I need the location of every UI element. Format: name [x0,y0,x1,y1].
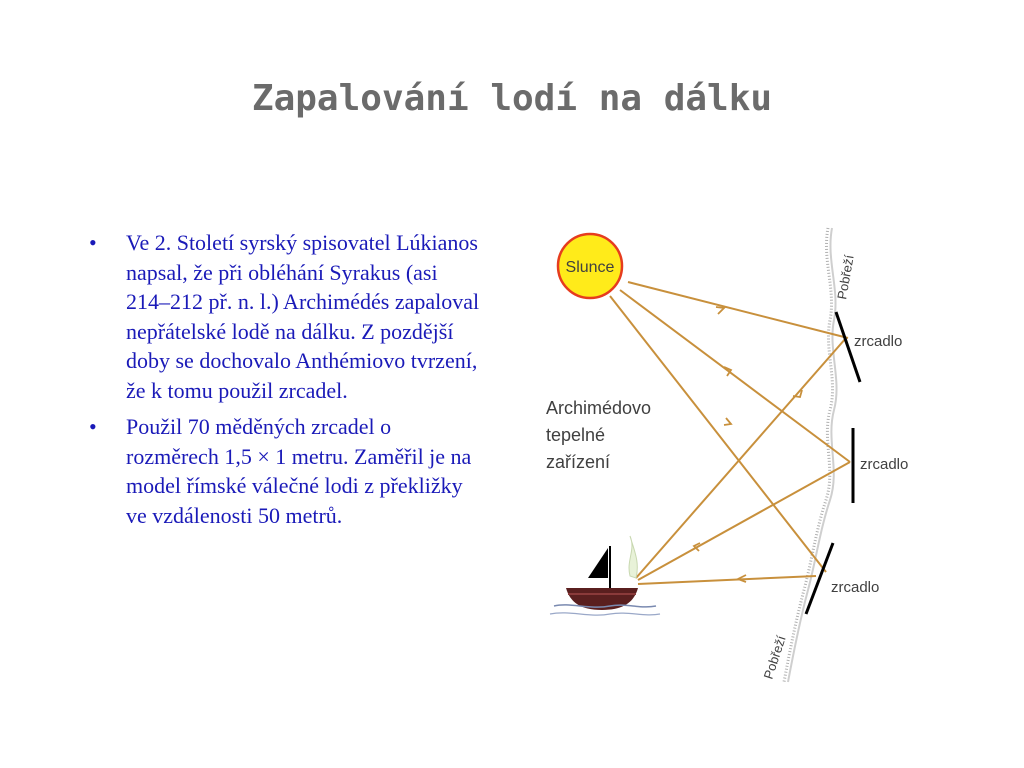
bullet-item [84,228,484,405]
device-label-line: zařízení [546,452,611,472]
bullet-text: Ve 2. Století syrský spisovatel Lúkianos napsal, že při obléhání Syrakus (asi 214–212 př. n. l.) Archimédés zapaloval nepřátelské lodě na dálku. Z pozdější doby se dochovalo Anthémiovo tvrzení, že k tomu použil zrcadel. [126,230,480,403]
arrow-icon [724,418,731,425]
mirror-label: zrcadlo [854,333,903,350]
mirror-diagram [540,220,940,690]
bullet-list [84,228,484,537]
device-label-line: Archimédovo [546,398,652,418]
ray-mirror-3-ship [638,576,816,584]
ray-sun-mirror-1 [628,282,848,338]
device-label [546,398,656,472]
mirror-label: zrcadlo [831,579,880,596]
sun-rays [610,282,850,584]
water [550,613,660,615]
mirror-label: zrcadlo [860,456,909,473]
bullet-marker: • [89,230,97,255]
slide-title: Zapalování lodí na dálku [251,78,773,119]
sun-label: Slunce [565,259,615,276]
shore-label: Pobřeží [834,253,857,301]
arrow-icon [716,307,724,314]
bullet-item [84,412,484,530]
ray-sun-mirror-2 [620,290,850,462]
diagram-svg [540,220,940,690]
device-label-line: tepelné [546,425,606,445]
smoke [629,536,637,578]
ship-sail [588,548,608,578]
ray-sun-mirror-3 [610,296,826,572]
bullet-marker: • [89,414,97,439]
shore-line [784,228,833,682]
ship-icon [550,536,660,615]
shore-label: Pobřeží [760,633,789,681]
ray-mirror-1-ship [636,338,846,578]
bullet-text: Použil 70 měděných zrcadel o rozměrech 1,5 × 1 metru. Zaměřil je na model římské válečné lodi z překližky ve vzdálenosti 50 metrů. [126,414,472,528]
